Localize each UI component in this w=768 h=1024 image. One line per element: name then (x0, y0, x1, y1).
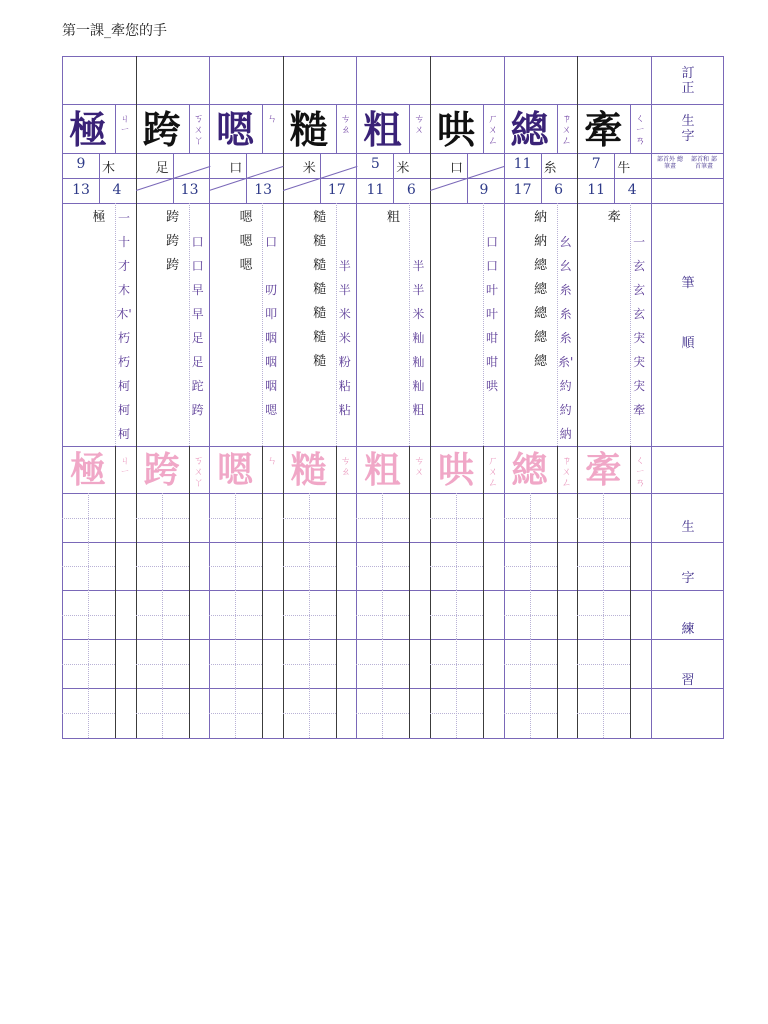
practice-guide (603, 639, 604, 688)
stroke-step: 一 (633, 235, 646, 249)
stroke-order-parts (556, 206, 576, 446)
stroke-step: 米 (338, 307, 351, 321)
total-strokes: 17 (513, 182, 532, 198)
stroke-step: 叶 (485, 307, 498, 321)
stroke-step: 叶 (485, 283, 498, 297)
stroke-step: 幺 (559, 259, 572, 273)
total-strokes: 17 (327, 182, 346, 198)
stroke-step: 宊 (633, 355, 646, 369)
stroke-step: 糸 (559, 283, 572, 297)
stroke-step: 納 (534, 234, 548, 249)
practice-guide (235, 493, 236, 542)
stroke-order-full (526, 206, 556, 374)
trace-zhuyin: ㄏ ㄨ ㄥ (488, 456, 498, 489)
stroke-step: 十 (117, 235, 130, 249)
practice-guide (603, 688, 604, 738)
stroke-step: 足 (191, 355, 204, 369)
grid-line (115, 446, 116, 738)
stroke-order-parts (408, 206, 428, 422)
label-new-chars: 生 字 (681, 114, 695, 144)
stroke-step: 粘 (338, 403, 351, 417)
radical: 牛 (617, 161, 631, 176)
stroke-step: 極 (92, 210, 106, 225)
radical: 米 (396, 161, 410, 176)
practice-label-char: 生 (681, 520, 695, 535)
stroke-order-full (305, 206, 335, 374)
stroke-step: 柯 (117, 403, 130, 417)
stroke-step: 嗯 (239, 210, 253, 225)
stroke-step: 約 (559, 379, 572, 393)
grid-line (62, 56, 63, 738)
page-title: 第一課_牽您的手 (62, 23, 167, 39)
stroke-order-parts (188, 206, 208, 422)
stroke-order-full (378, 206, 408, 230)
stroke-step: 幺 (559, 235, 572, 249)
stroke-step: 口 (191, 235, 204, 249)
stroke-order-full (158, 206, 188, 278)
stroke-step: 粗 (412, 403, 425, 417)
stroke-step: 糸 (559, 307, 572, 321)
trace-zhuyin: ㄐ ㄧ (120, 456, 130, 478)
stroke-step: 跨 (166, 234, 180, 249)
big-character: 牽 (584, 108, 623, 152)
radical-outside-strokes: 9 (76, 156, 86, 172)
radical: 米 (302, 161, 316, 176)
stroke-step: 米 (338, 331, 351, 345)
grid-line (483, 446, 484, 738)
radical: 口 (450, 161, 464, 176)
stroke-step: 朽 (117, 355, 130, 369)
stroke-step: 糙 (313, 306, 327, 321)
big-character: 跨 (142, 108, 181, 152)
practice-guide (456, 493, 457, 542)
label-stroke-order: 筆 順 (681, 276, 695, 351)
practice-guide (603, 542, 604, 590)
practice-guide (382, 688, 383, 738)
stroke-step: 早 (191, 307, 204, 321)
big-character: 粗 (363, 108, 402, 152)
practice-guide (309, 542, 310, 590)
stroke-step: 口 (485, 259, 498, 273)
total-strokes: 13 (254, 182, 273, 198)
practice-guide (162, 493, 163, 542)
stroke-step: 半 (338, 259, 351, 273)
practice-guide (88, 542, 89, 590)
practice-guide (235, 688, 236, 738)
radical: 糸 (543, 161, 557, 176)
stroke-step: 玄 (633, 283, 646, 297)
stroke-step: 玄 (633, 307, 646, 321)
total-strokes: 9 (479, 182, 489, 198)
zhuyin-reading: ㄎ ㄨ ㄚ (193, 114, 204, 147)
stroke-step: 總 (534, 354, 548, 369)
stroke-step: 納 (534, 210, 548, 225)
trace-zhuyin: ㄘ ㄠ (340, 456, 351, 478)
grid-line (189, 446, 190, 738)
practice-label-char: 練 (681, 622, 695, 637)
stroke-step: 口 (265, 235, 278, 249)
trace-character: 糙 (290, 450, 327, 491)
practice-guide (382, 542, 383, 590)
big-character: 糙 (289, 108, 328, 152)
label-correction: 訂 正 (681, 66, 695, 96)
practice-guide (309, 590, 310, 639)
stroke-order-parts (335, 206, 355, 422)
stroke-step: 粉 (338, 355, 351, 369)
practice-guide (382, 493, 383, 542)
practice-guide (88, 639, 89, 688)
grid-line (577, 56, 578, 738)
stroke-step: 咁 (485, 355, 498, 369)
practice-guide (530, 688, 531, 738)
label-radical-info: 部首外 總筆畫 (657, 156, 683, 170)
stroke-step: 籼 (412, 331, 425, 345)
grid-line (283, 56, 284, 738)
stroke-order-parts (114, 206, 134, 446)
trace-character: 嗯 (217, 450, 254, 491)
stroke-step: 籼 (412, 355, 425, 369)
grid-line (630, 446, 631, 738)
stroke-step: 約 (559, 403, 572, 417)
trace-zhuyin: ㄘ ㄨ (414, 456, 425, 478)
radical-outside-strokes: 7 (591, 156, 601, 172)
stroke-step: 總 (534, 330, 548, 345)
practice-guide (88, 493, 89, 542)
stroke-step: 糙 (313, 210, 327, 225)
practice-guide (530, 542, 531, 590)
radical-strokes: 6 (406, 182, 416, 198)
zhuyin-reading: ㄗ ㄨ ㄥ (561, 114, 572, 147)
stroke-step: 半 (338, 283, 351, 297)
practice-guide (162, 590, 163, 639)
trace-character: 牽 (585, 450, 622, 491)
radical-strokes: 4 (112, 182, 122, 198)
total-strokes: 13 (72, 182, 90, 198)
total-strokes: 13 (180, 182, 199, 198)
practice-guide (456, 542, 457, 590)
zhuyin-reading: ㄐ ㄧ (120, 114, 130, 136)
trace-character: 極 (69, 450, 106, 491)
practice-guide (382, 590, 383, 639)
grid-line (62, 446, 724, 447)
stroke-order-full (599, 206, 629, 230)
label-radical-info-2: 部首和 部首筆畫 (691, 156, 717, 170)
practice-guide (235, 590, 236, 639)
grid-line (336, 446, 337, 738)
stroke-step: 米 (412, 307, 425, 321)
zhuyin-reading: ㄘ ㄨ (414, 114, 425, 136)
grid-line (62, 56, 724, 57)
stroke-step: 咁 (485, 331, 498, 345)
stroke-step: 柯 (117, 379, 130, 393)
stroke-step: 口 (191, 259, 204, 273)
stroke-step: 跨 (166, 210, 180, 225)
trace-character: 跨 (143, 450, 180, 491)
practice-guide (456, 590, 457, 639)
stroke-step: 跎 (191, 379, 204, 393)
practice-sheet (62, 56, 724, 738)
trace-zhuyin: ㄣ (267, 456, 278, 467)
zhuyin-reading: ㄘ ㄠ (340, 114, 351, 136)
practice-guide (88, 590, 89, 639)
stroke-step: 一 (117, 211, 130, 225)
stroke-step: 玄 (633, 259, 646, 273)
practice-guide (162, 639, 163, 688)
stroke-step: 半 (412, 283, 425, 297)
grid-line (356, 56, 357, 738)
practice-guide (88, 688, 89, 738)
practice-guide (456, 688, 457, 738)
radical-strokes: 6 (554, 182, 564, 198)
stroke-step: 咽 (265, 379, 278, 393)
practice-guide (530, 493, 531, 542)
stroke-step: 嗯 (265, 403, 278, 417)
stroke-step: 宊 (633, 331, 646, 345)
trace-zhuyin: ㄑ ㄧ ㄢ (635, 456, 646, 489)
stroke-step: 總 (534, 258, 548, 273)
stroke-step: 糸 (559, 331, 572, 345)
stroke-step: 咽 (265, 355, 278, 369)
practice-guide (162, 688, 163, 738)
radical: 口 (229, 161, 243, 176)
zhuyin-reading: ㄣ (267, 114, 278, 125)
grid-line (557, 446, 558, 738)
grid-line (62, 738, 724, 739)
practice-guide (309, 639, 310, 688)
stroke-step: 宊 (633, 379, 646, 393)
zhuyin-reading: ㄑ ㄧ ㄢ (635, 114, 646, 147)
big-character: 嗯 (216, 108, 255, 152)
big-character: 總 (510, 108, 549, 152)
practice-guide (309, 688, 310, 738)
stroke-step: 足 (191, 331, 204, 345)
stroke-step: 粘 (338, 379, 351, 393)
stroke-step: 哄 (485, 379, 498, 393)
stroke-step: 牽 (607, 210, 621, 225)
stroke-order-parts (261, 206, 281, 422)
practice-guide (603, 590, 604, 639)
practice-guide (603, 493, 604, 542)
big-character: 極 (68, 108, 107, 152)
grid-line (62, 203, 724, 204)
radical: 木 (102, 161, 116, 176)
stroke-step: 半 (412, 259, 425, 273)
grid-line (430, 56, 431, 738)
stroke-step: 總 (534, 282, 548, 297)
stroke-step: 咽 (265, 331, 278, 345)
stroke-step: 木 (117, 283, 130, 297)
total-strokes: 11 (366, 182, 385, 198)
stroke-step: 跨 (166, 258, 180, 273)
practice-guide (530, 590, 531, 639)
stroke-step: 粗 (386, 210, 400, 225)
zhuyin-reading: ㄏ ㄨ ㄥ (488, 114, 498, 147)
stroke-step: 嗯 (239, 258, 253, 273)
radical-strokes: 4 (627, 182, 637, 198)
stroke-step: 糙 (313, 258, 327, 273)
trace-character: 粗 (364, 450, 401, 491)
trace-character: 總 (511, 450, 548, 491)
stroke-step: 跨 (191, 403, 204, 417)
trace-character: 哄 (437, 450, 474, 491)
stroke-order-parts (629, 206, 649, 422)
practice-label-char: 字 (681, 571, 695, 586)
stroke-step: 糙 (313, 330, 327, 345)
big-character: 哄 (436, 108, 475, 152)
trace-zhuyin: ㄗ ㄨ ㄥ (561, 456, 572, 489)
stroke-step: 籼 (412, 379, 425, 393)
radical-outside-strokes: 11 (513, 156, 532, 172)
total-strokes: 11 (587, 182, 606, 198)
grid-line (723, 56, 724, 738)
practice-guide (309, 493, 310, 542)
stroke-step: 糙 (313, 282, 327, 297)
stroke-step: 糙 (313, 234, 327, 249)
radical: 足 (155, 161, 169, 176)
practice-label-char: 習 (681, 673, 695, 688)
practice-guide (235, 542, 236, 590)
practice-guide (382, 639, 383, 688)
stroke-step: 才 (117, 259, 130, 273)
grid-line (409, 446, 410, 738)
grid-line (209, 56, 210, 738)
stroke-step: 牽 (633, 403, 646, 417)
stroke-step: 木' (116, 307, 132, 321)
radical-outside-strokes: 5 (370, 156, 380, 172)
practice-guide (235, 639, 236, 688)
stroke-order-parts (482, 206, 502, 398)
grid-line (262, 446, 263, 738)
stroke-step: 叩 (265, 307, 278, 321)
stroke-step: 糸' (557, 355, 574, 369)
stroke-order-full (231, 206, 261, 278)
stroke-step: 嗯 (239, 234, 253, 249)
stroke-step: 納 (559, 427, 572, 441)
grid-line (62, 104, 724, 105)
stroke-order-full (84, 206, 114, 230)
stroke-step: 口 (485, 235, 498, 249)
practice-guide (456, 639, 457, 688)
practice-guide (162, 542, 163, 590)
trace-zhuyin: ㄎ ㄨ ㄚ (193, 456, 204, 489)
grid-line (136, 56, 137, 738)
stroke-step: 總 (534, 306, 548, 321)
stroke-step: 朽 (117, 331, 130, 345)
practice-guide (530, 639, 531, 688)
stroke-step: 早 (191, 283, 204, 297)
stroke-step: 糙 (313, 354, 327, 369)
stroke-step: 柯 (117, 427, 130, 441)
label-practice (653, 516, 723, 720)
grid-line (651, 56, 652, 738)
stroke-step: 叨 (265, 283, 278, 297)
